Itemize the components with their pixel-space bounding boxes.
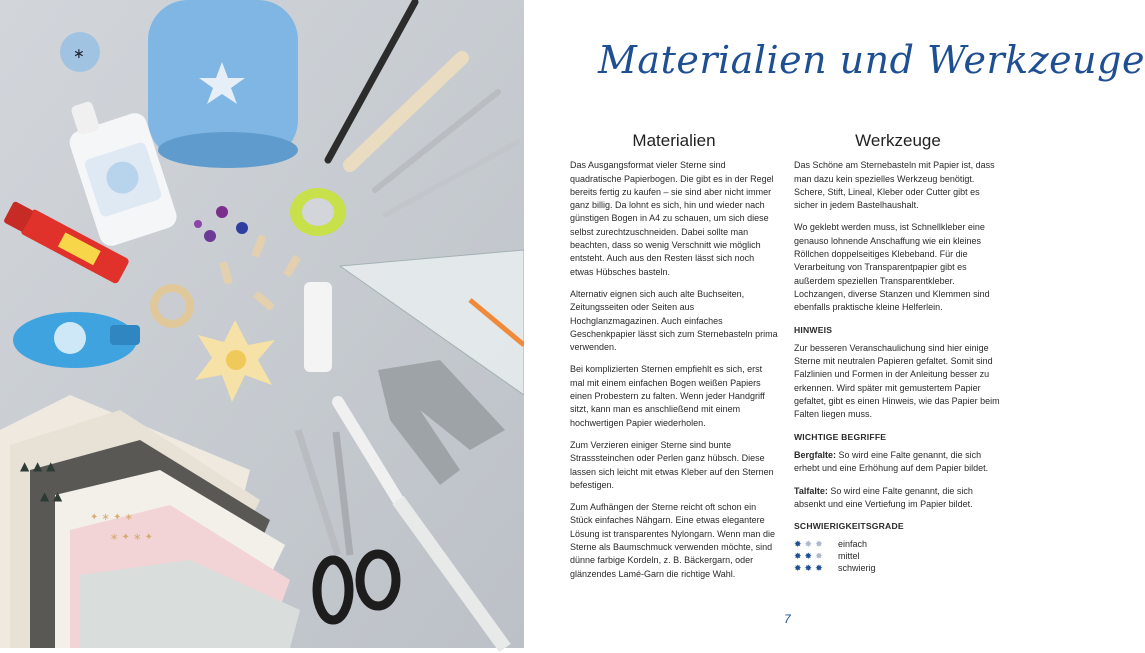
difficulty-row [794, 538, 1002, 550]
terms-heading: WICHTIGE BEGRIFFE [794, 431, 887, 442]
tools-paragraph: Das Schöne am Sternebasteln mit Papier ist, dass man dazu kein spezielles Werkzeug benötigt. Schere, Stift, Lineal, Kleber oder Cutter gibt es sicher in jedem Bastelhaushalt. [794, 160, 995, 211]
difficulty-star-icon: ✸ [815, 562, 823, 573]
craft-photo-illustration [0, 0, 524, 648]
term-definition: So wird eine Falte genannt, die sich erhebt und eine Erhöhung auf dem Papier bildet. [794, 449, 989, 474]
difficulty-star-icon: ✸ [794, 538, 802, 549]
difficulty-row [794, 562, 1002, 574]
svg-text:∗: ∗ [73, 46, 85, 62]
materials-paragraph: Das Ausgangsformat vieler Sterne sind quadratische Papierbogen. Die gibt es in der Regel bereits fertig zu kaufen – sie sind aber nicht immer ganz billig. Da lohnt es sich, hin und wieder nach günstigen Bogen in A4 zu schauen, um sich diese selbst zurechtzuschneiden. Dabei sollte man beachten, dass so wenig Verschnitt wie möglich entsteht. Auch aus den Resten lässt sich noch etwas Hübsches basteln. [570, 160, 774, 277]
materials-heading: Materialien [632, 131, 716, 150]
term-talfalte [794, 485, 1002, 512]
difficulty-row [794, 550, 1002, 562]
materials-paragraph: Zum Aufhängen der Sterne reicht oft schon ein Stück einfaches Nähgarn. Eine etwas elegantere Lösung ist transparentes Nylongarn. Wenn man die Sterne als Baumschmuck verwenden möchte, sind dünne farbige Kordeln, z. B. Bäckergarn, oder glänzendes Lamé-Garn die richtige Wahl. [570, 502, 775, 579]
difficulty-star-icon: ✸ [815, 538, 823, 549]
materials-paragraph: Alternativ eignen sich auch alte Buchseiten, Zeitungsseiten oder Seiten aus Hochglanzmagazinen. Auch einfaches Geschenkpapier lässt sich zum Sternebasteln prima verwenden. [570, 288, 778, 353]
craft-materials-photo [0, 0, 524, 648]
difficulty-star-icon: ✸ [815, 550, 823, 561]
difficulty-label: mittel [838, 550, 860, 561]
difficulty-star-icon: ✸ [804, 562, 813, 573]
text-page [524, 0, 1145, 648]
svg-text:▲ ▲ ▲: ▲ ▲ ▲ [20, 459, 56, 473]
difficulty-star-icon: ✸ [794, 550, 802, 561]
star-punch [148, 0, 298, 168]
term-definition: So wird eine Falte genannt, die sich absenkt und eine Vertiefung im Papier bildet. [794, 485, 973, 509]
difficulty-star-icon: ✸ [804, 550, 813, 561]
difficulty-heading: SCHWIERIGKEITSGRADE [794, 521, 904, 532]
small-punch [60, 32, 100, 72]
difficulty-legend [794, 538, 1002, 574]
hint-text: Zur besseren Veranschaulichung sind hier einige Sterne mit neutralen Papieren gefaltet. Somit sind Falzlinien und Formen in der Anleitung besser zu erkennen. Wird später mit gemustertem Papier gefaltet, gibt es einen Hinweis, wie das Papier beim Falten liegen muss. [794, 342, 1000, 420]
difficulty-stars [794, 552, 832, 561]
tools-heading: Werkzeuge [855, 131, 941, 150]
difficulty-label: schwierig [838, 562, 876, 573]
difficulty-star-icon: ✸ [804, 538, 813, 549]
washi-tape [290, 188, 346, 236]
difficulty-stars [794, 564, 832, 573]
svg-text:✦ ∗ ✦ ∗: ✦ ∗ ✦ ∗ [90, 512, 134, 523]
difficulty-stars [794, 540, 832, 549]
materials-paragraph: Zum Verzieren einiger Sterne sind bunte Strasssteinchen oder Perlen ganz hübsch. Diese lassen sich leicht mit etwas Kleber auf den Sternen befestigen. [570, 439, 774, 490]
term-name: Talfalte: [794, 485, 828, 496]
term-name: Bergfalte: [794, 449, 837, 460]
materials-paragraph: Bei komplizierten Sternen empfiehlt es sich, erst mal mit einem einfachen Bogen weißen Papiers einen Probestern zu falten. Wenn jeder Handgriff sitzt, kann man es anschließend mit einem hochwertigen Papier wiederholen. [570, 364, 765, 428]
hint-heading: HINWEIS [794, 324, 833, 335]
svg-text:▲ ▲: ▲ ▲ [40, 489, 63, 503]
page-title: Materialien und Werkzeuge [598, 38, 1145, 82]
page-number: 7 [784, 612, 791, 626]
tools-column [794, 131, 1002, 574]
thread-spool [304, 282, 332, 372]
tape-roll [150, 284, 194, 328]
svg-text:∗ ✦ ∗ ✦: ∗ ✦ ∗ ✦ [110, 532, 154, 543]
term-bergfalte [794, 449, 1002, 476]
difficulty-label: einfach [838, 538, 868, 549]
difficulty-star-icon: ✸ [794, 562, 802, 573]
tools-paragraph: Wo geklebt werden muss, ist Schnellkleber eine genauso lohnende Anschaffung wie ein kleines Röllchen doppelseitiges Klebeband. Für die Verarbeitung von Transparentpapier gibt es außerdem speziellen Transparentkleber. Lochzangen, diverse Stanzen und Klemmen sind ebenfalls praktische kleine Helferlein. [794, 222, 990, 313]
materials-column [570, 131, 778, 590]
